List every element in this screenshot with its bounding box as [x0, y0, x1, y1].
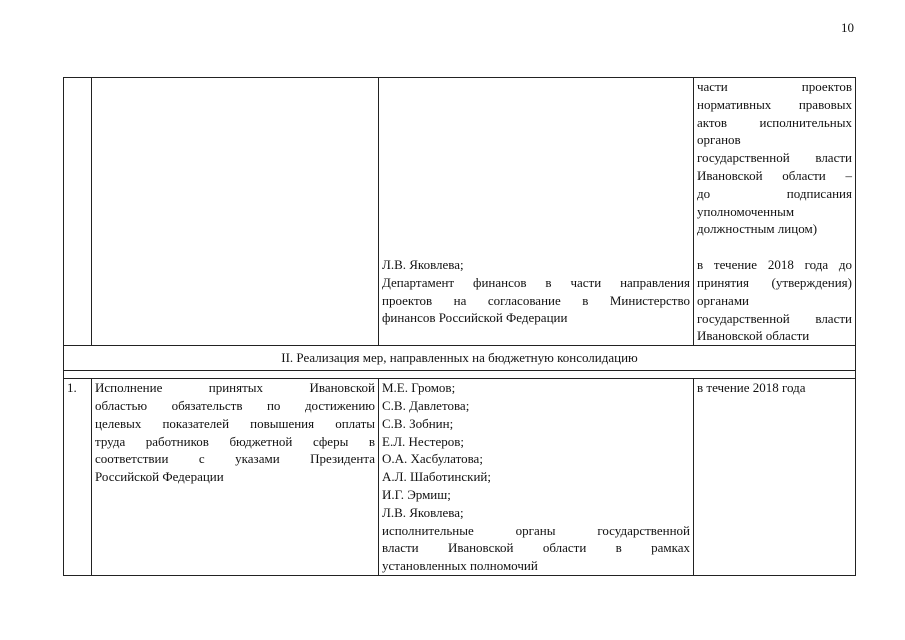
page-number: 10	[841, 20, 854, 35]
responsible-line: И.Г. Эрмиш;	[382, 486, 451, 502]
measures-table	[63, 77, 856, 576]
responsible-line: С.В. Давлетова;	[382, 397, 470, 413]
responsible-line: Департамент финансов в части направления	[382, 274, 690, 290]
responsible-line: М.Е. Громов;	[382, 380, 456, 396]
deadline-line: до подписания	[697, 185, 852, 201]
deadline-line: государственной власти	[697, 150, 852, 166]
deadline-cell	[694, 78, 856, 346]
spacer-row	[64, 371, 856, 379]
deadline-line: нормативных правовых	[697, 96, 852, 112]
table-row-1	[64, 379, 856, 576]
deadline-line: в течение 2018 года до	[697, 257, 852, 273]
responsible-line: исполнительные органы государственной	[382, 522, 690, 538]
section-title: II. Реализация мер, направленных на бюджетную консолидацию	[64, 346, 856, 371]
deadline-line: Ивановской области –	[697, 167, 852, 183]
responsible-line: власти Ивановской области в рамках	[382, 540, 690, 556]
measure-cell	[92, 379, 379, 576]
deadline-cell: в течение 2018 года	[694, 379, 856, 576]
measure-line: соответствии с указами Президента	[95, 451, 375, 467]
responsible-cell	[379, 78, 694, 346]
responsible-line: финансов Российской Федерации	[382, 310, 568, 326]
spacer-cell	[64, 371, 856, 379]
responsible-line: Е.Л. Нестеров;	[382, 433, 464, 449]
measure-line: Российской Федерации	[95, 469, 224, 485]
deadline-line: актов исполнительных	[697, 114, 852, 130]
deadline-line: уполномоченным	[697, 203, 795, 219]
responsible-cell	[379, 379, 694, 576]
deadline-line: Ивановской области	[697, 328, 810, 344]
section-row	[64, 346, 856, 371]
measure-line: труда работников бюджетной сферы в	[95, 433, 375, 449]
table-row-continued	[64, 78, 856, 346]
row-number-cell	[64, 78, 92, 346]
responsible-line: Л.В. Яковлева;	[382, 257, 464, 272]
responsible-line: А.Л. Шаботинский;	[382, 469, 491, 485]
responsible-line: О.А. Хасбулатова;	[382, 451, 483, 467]
deadline-line: органов	[697, 132, 741, 148]
responsible-line: проектов на согласование в Министерство	[382, 292, 690, 308]
deadline-line: части проектов	[697, 79, 852, 94]
measure-line: целевых показателей повышения оплаты	[95, 415, 375, 431]
responsible-line: Л.В. Яковлева;	[382, 504, 464, 520]
measure-line: областью обязательств по достижению	[95, 397, 375, 413]
deadline-line: принятия (утверждения)	[697, 274, 852, 290]
responsible-line: С.В. Зобнин;	[382, 415, 454, 431]
responsible-line: установленных полномочий	[382, 558, 538, 574]
deadline-line: государственной власти	[697, 310, 852, 326]
deadline-line: должностным лицом)	[697, 221, 818, 237]
deadline-line: органами	[697, 292, 750, 308]
row-number-cell: 1.	[64, 379, 92, 576]
measure-cell	[92, 78, 379, 346]
measure-line: Исполнение принятых Ивановской	[95, 380, 375, 396]
